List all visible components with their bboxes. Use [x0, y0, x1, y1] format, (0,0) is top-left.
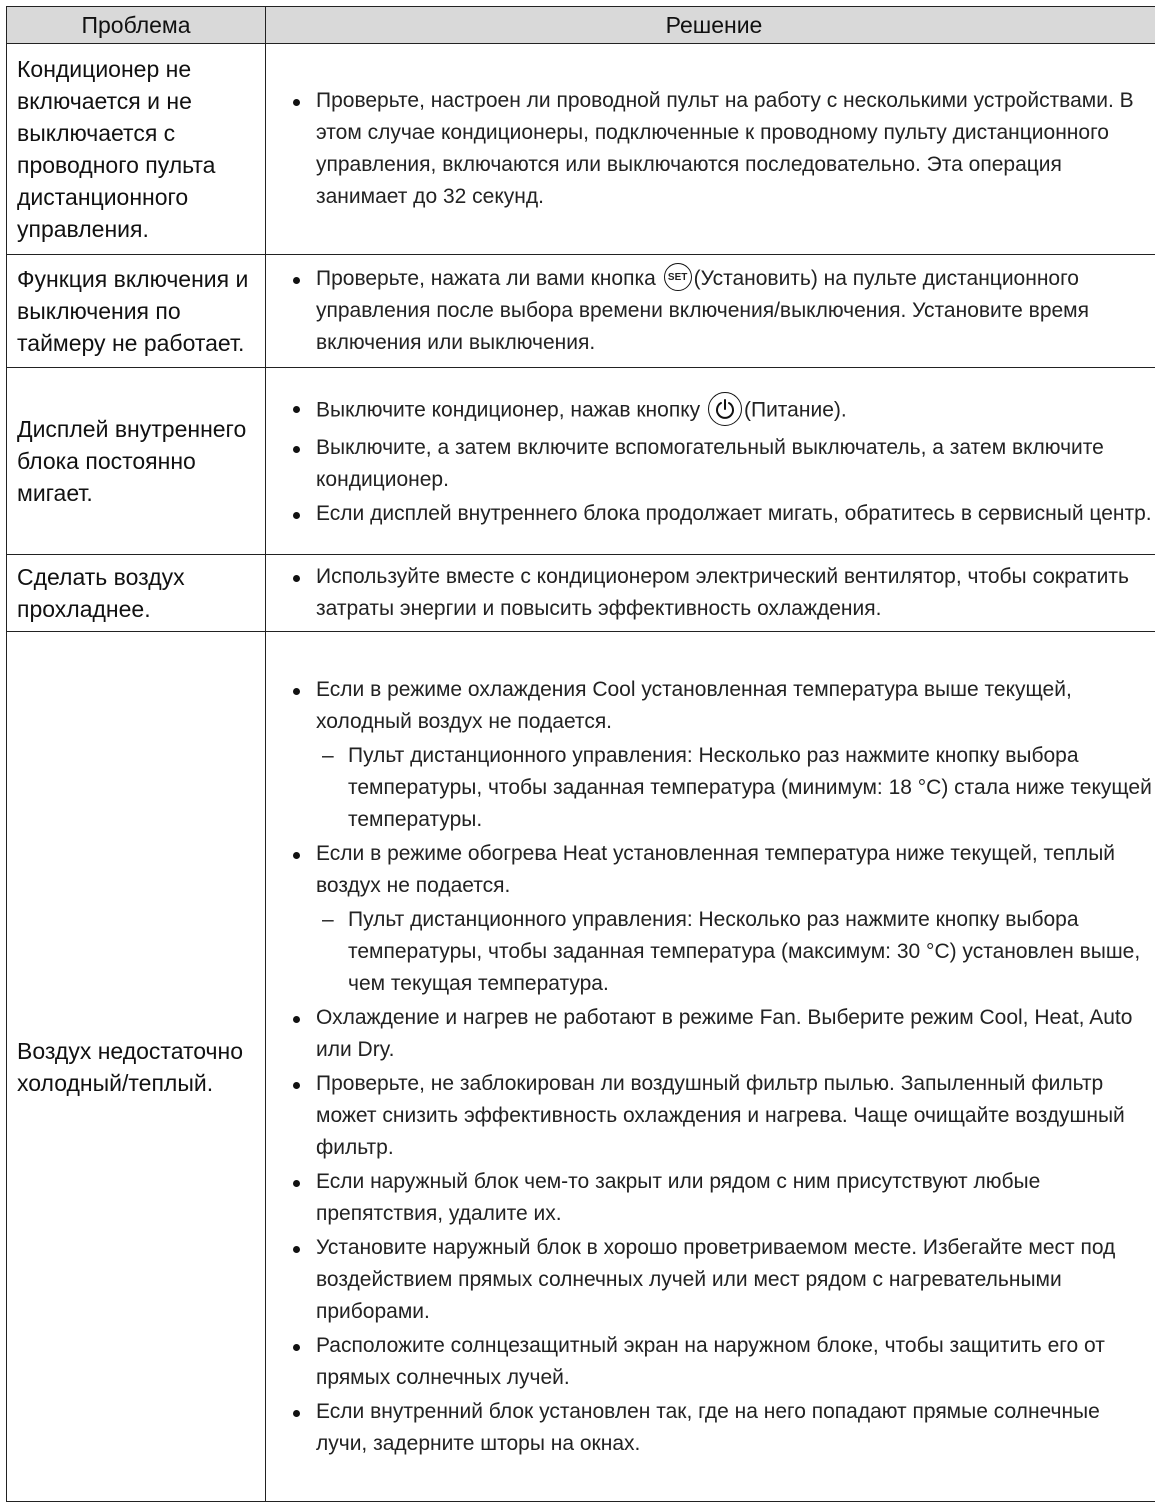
- item-text: Установите наружный блок в хорошо проветриваемом месте. Избегайте мест под воздействием прямых солнечных лучей или мест рядом с нагревательными приборами.: [316, 1235, 1116, 1323]
- list-item: [276, 1330, 1152, 1394]
- problem-cell: Функция включения и выключения по таймеру не работает.: [7, 255, 266, 368]
- bullet-icon: [293, 99, 300, 106]
- item-text: Проверьте, нажата ли вами кнопка: [316, 266, 656, 290]
- solution-list: [276, 392, 1152, 530]
- list-item: [276, 674, 1152, 836]
- item-text: Если дисплей внутреннего блока продолжает мигать, обратитесь в сервисный центр.: [316, 502, 1152, 525]
- item-text: Если в режиме охлаждения Cool установленная температура выше текущей, холодный воздух не подается.: [316, 677, 1072, 733]
- item-text: (Питание).: [743, 398, 847, 422]
- list-item: [276, 392, 1152, 430]
- item-text: Если в режиме обогрева Heat установленная температура ниже текущей, теплый воздух не подается.: [316, 841, 1116, 897]
- problem-cell: Воздух недостаточно холодный/теплый.: [7, 632, 266, 1502]
- bullet-icon: [293, 446, 300, 453]
- bullet-icon: [293, 1344, 300, 1351]
- item-text: Расположите солнцезащитный экран на наружном блоке, чтобы защитить его от прямых солнечных лучей.: [316, 1333, 1105, 1389]
- header-solution: Решение: [266, 7, 1155, 44]
- solution-cell: [266, 632, 1155, 1502]
- table-row: [7, 368, 1155, 555]
- table-header-row: [7, 7, 1155, 44]
- list-item: [276, 1068, 1152, 1164]
- item-text: Проверьте, не заблокирован ли воздушный фильтр пылью. Запыленный фильтр может снизить эффективность охлаждения и нагрева. Чаще очищайте воздушный фильтр.: [316, 1071, 1125, 1159]
- solution-cell: [266, 44, 1155, 255]
- solution-list: [276, 674, 1152, 1460]
- bullet-icon: [293, 688, 300, 695]
- list-item: [276, 561, 1152, 625]
- table-row: [7, 632, 1155, 1502]
- header-problem: Проблема: [7, 7, 266, 44]
- solution-cell: [266, 255, 1155, 368]
- power-icon: [708, 392, 742, 426]
- bullet-icon: [293, 512, 300, 519]
- table-row: [7, 555, 1155, 632]
- dash-icon: –: [322, 907, 334, 931]
- troubleshooting-table: [6, 6, 1155, 1502]
- bullet-icon: [293, 406, 300, 413]
- bullet-icon: [293, 1180, 300, 1187]
- list-item: [276, 1232, 1152, 1328]
- item-text: Выключите, а затем включите вспомогательный выключатель, а затем включите кондиционер.: [316, 436, 1104, 491]
- sub-list-item: [316, 904, 1152, 1000]
- list-item: [276, 838, 1152, 1000]
- list-item: [276, 85, 1152, 213]
- list-item: [276, 432, 1152, 496]
- solution-cell: [266, 368, 1155, 555]
- list-item: [276, 263, 1152, 359]
- solution-list: [276, 561, 1152, 625]
- solution-list: [276, 85, 1152, 213]
- item-text: Если внутренний блок установлен так, где на него попадают прямые солнечные лучи, задерните шторы на окнах.: [316, 1399, 1100, 1455]
- problem-cell: Кондиционер не включается и не выключается с проводного пульта дистанционного управления.: [7, 44, 266, 255]
- bullet-icon: [293, 1410, 300, 1417]
- item-text: Пульт дистанционного управления: Несколько раз нажмите кнопку выбора температуры, чтобы заданная температура (максимум: 30 °C) установлен выше, чем текущая температура.: [348, 907, 1141, 995]
- bullet-icon: [293, 1246, 300, 1253]
- item-text: Охлаждение и нагрев не работают в режиме Fan. Выберите режим Cool, Heat, Auto или Dry.: [316, 1005, 1133, 1061]
- problem-cell: Дисплей внутреннего блока постоянно мигает.: [7, 368, 266, 555]
- list-item: [276, 1166, 1152, 1230]
- bullet-icon: [293, 1082, 300, 1089]
- item-text: Проверьте, настроен ли проводной пульт на работу с несколькими устройствами. В этом случае кондиционеры, подключенные к проводному пульту дистанционного управления, включаются или выключаются последовательно. Эта операция занимает до 32 секунд.: [316, 89, 1134, 208]
- bullet-icon: [293, 277, 300, 284]
- problem-cell: Сделать воздух прохладнее.: [7, 555, 266, 632]
- bullet-icon: [293, 852, 300, 859]
- dash-icon: –: [322, 743, 334, 767]
- list-item: [276, 1396, 1152, 1460]
- bullet-icon: [293, 575, 300, 582]
- bullet-icon: [293, 1016, 300, 1023]
- item-text: Используйте вместе с кондиционером электрический вентилятор, чтобы сократить затраты энергии и повысить эффективность охлаждения.: [316, 565, 1129, 620]
- item-text: (Установить) на пульте дистанционного управления после выбора времени включения/выключения. Установите время включения или выключения.: [316, 266, 1089, 355]
- table-row: [7, 255, 1155, 368]
- solution-list: [276, 263, 1152, 359]
- list-item: [276, 1002, 1152, 1066]
- solution-cell: [266, 555, 1155, 632]
- table-row: [7, 44, 1155, 255]
- list-item: [276, 498, 1152, 530]
- item-text: Выключите кондиционер, нажав кнопку: [316, 398, 701, 422]
- set-button-icon: SET: [664, 263, 692, 291]
- item-text: Если наружный блок чем-то закрыт или рядом с ним присутствуют любые препятствия, удалите их.: [316, 1169, 1041, 1225]
- sub-list-item: [316, 740, 1152, 836]
- item-text: Пульт дистанционного управления: Несколько раз нажмите кнопку выбора температуры, чтобы заданная температура (минимум: 18 °C) стала ниже текущей температуры.: [348, 743, 1152, 831]
